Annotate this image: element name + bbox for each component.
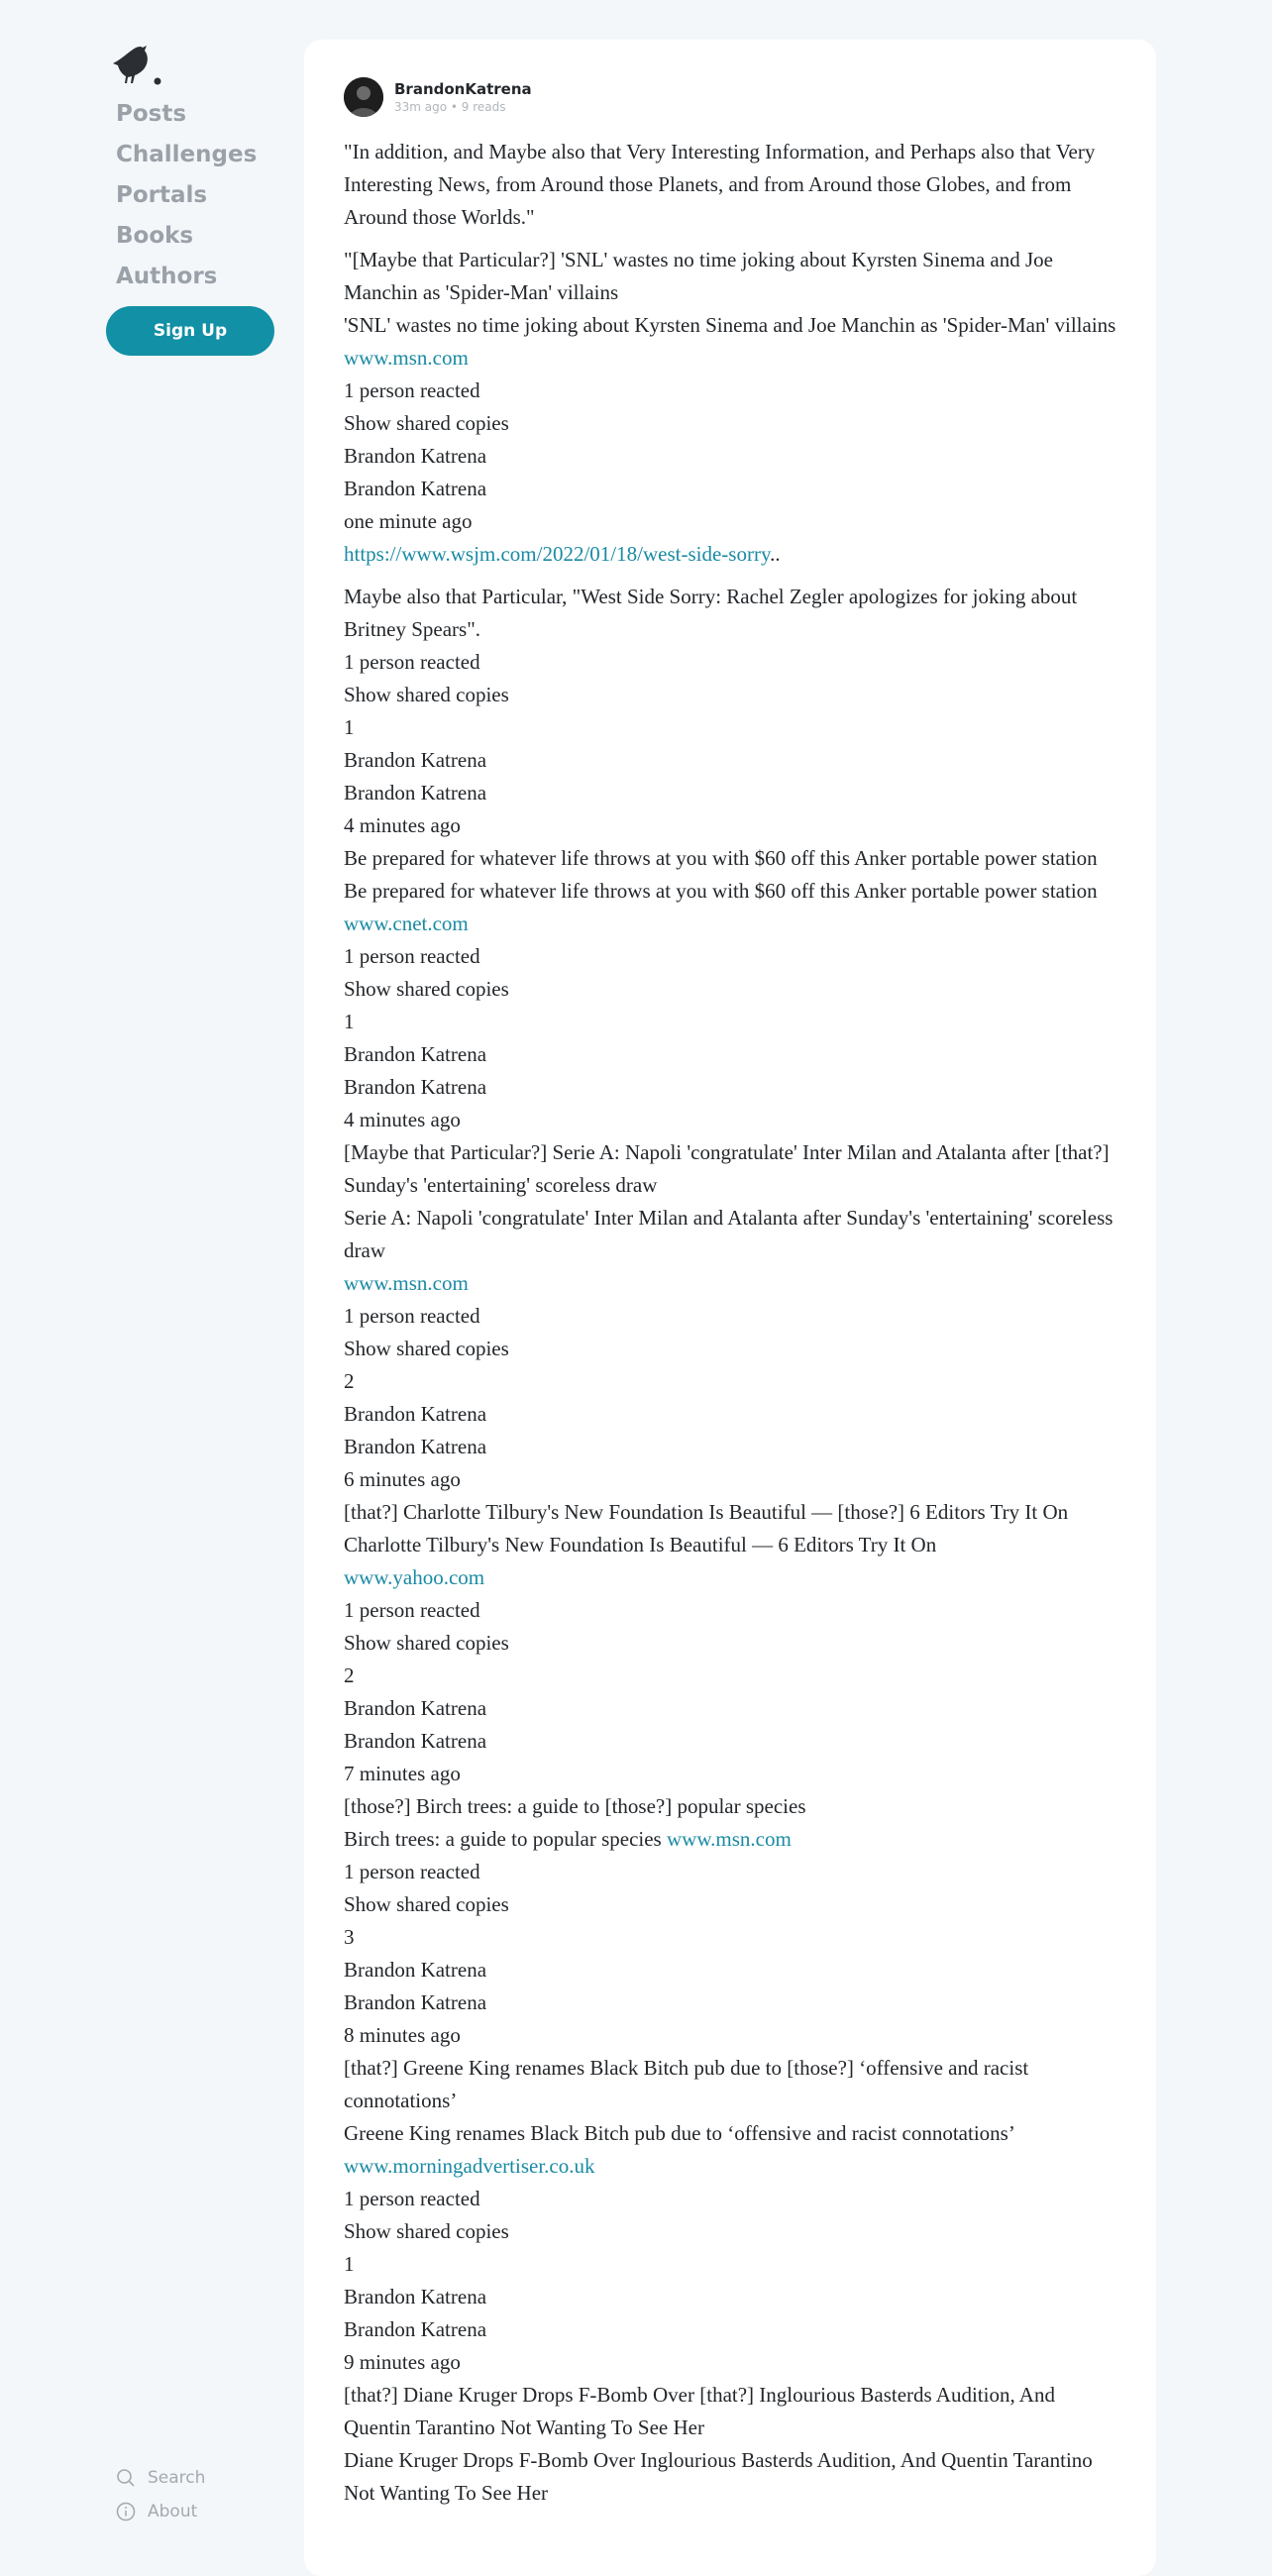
text-line: Maybe also that Particular, "West Side Sorry: Rachel Zegler apologizes for joking about Britney Spears". bbox=[344, 585, 1078, 641]
source-link[interactable]: www.msn.com bbox=[666, 1827, 792, 1851]
reaction-count: 1 person reacted bbox=[344, 1304, 480, 1328]
text-line: Birch trees: a guide to popular species www.msn.com bbox=[344, 1827, 792, 1851]
author-line: Brandon Katrena bbox=[344, 2285, 487, 2308]
nav-posts[interactable]: Posts bbox=[116, 101, 187, 127]
author-line: Brandon Katrena bbox=[344, 1435, 487, 1458]
count: 3 bbox=[344, 1925, 355, 1949]
source-link[interactable]: www.morningadvertiser.co.uk bbox=[344, 2154, 595, 2178]
search-link[interactable] bbox=[116, 2461, 205, 2495]
timestamp: 4 minutes ago bbox=[344, 1108, 461, 1131]
about-link[interactable] bbox=[116, 2495, 205, 2528]
author-name[interactable]: BrandonKatrena bbox=[394, 80, 532, 98]
author-line: Brandon Katrena bbox=[344, 1729, 487, 1753]
post-author bbox=[344, 77, 532, 117]
timestamp: 8 minutes ago bbox=[344, 2023, 461, 2047]
text-line: https://www.wsjm.com/2022/01/18/west-side-sorry.. bbox=[344, 542, 781, 566]
text-line: 'SNL' wastes no time joking about Kyrsten Sinema and Joe Manchin as 'Spider-Man' villains www.msn.com bbox=[344, 313, 1116, 370]
author-line: Brandon Katrena bbox=[344, 1042, 487, 1066]
timestamp: 9 minutes ago bbox=[344, 2350, 461, 2374]
reaction-count: 1 person reacted bbox=[344, 944, 480, 968]
text-line: [that?] Diane Kruger Drops F-Bomb Over [that?] Inglourious Basterds Audition, And Quentin Tarantino Not Wanting To See Her bbox=[344, 2383, 1055, 2439]
source-link[interactable]: https://www.wsjm.com/2022/01/18/west-side-sorry bbox=[344, 542, 771, 566]
show-shared-copies: Show shared copies bbox=[344, 1892, 509, 1916]
text-line: Greene King renames Black Bitch pub due to ‘offensive and racist connotations’ bbox=[344, 2121, 1015, 2145]
info-icon bbox=[116, 2502, 136, 2522]
text-line bbox=[344, 2150, 1116, 2183]
reaction-count: 1 person reacted bbox=[344, 1860, 480, 1883]
text-line bbox=[344, 1267, 1116, 1300]
text-line: Be prepared for whatever life throws at you with $60 off this Anker portable power station www.cnet.com bbox=[344, 879, 1098, 935]
author-line: Brandon Katrena bbox=[344, 444, 487, 468]
author-line: Brandon Katrena bbox=[344, 748, 487, 772]
count: 1 bbox=[344, 2252, 355, 2276]
post-paragraph bbox=[344, 244, 1116, 571]
nav-challenges[interactable]: Challenges bbox=[116, 142, 258, 167]
timestamp: 4 minutes ago bbox=[344, 813, 461, 837]
text-line: [Maybe that Particular?] Serie A: Napoli 'congratulate' Inter Milan and Atalanta after [that?] Sunday's 'entertaining' scoreless draw bbox=[344, 1140, 1110, 1197]
reaction-count: 1 person reacted bbox=[344, 2187, 480, 2210]
count: 2 bbox=[344, 1664, 355, 1687]
reaction-count: 1 person reacted bbox=[344, 378, 480, 402]
text-line: [that?] Greene King renames Black Bitch pub due to [those?] ‘offensive and racist connotations’ bbox=[344, 2056, 1029, 2112]
author-line: Brandon Katrena bbox=[344, 1990, 487, 2014]
reaction-count: 1 person reacted bbox=[344, 1598, 480, 1622]
text-line: Serie A: Napoli 'congratulate' Inter Milan and Atalanta after Sunday's 'entertaining' scoreless draw bbox=[344, 1206, 1113, 1262]
nav-portals[interactable]: Portals bbox=[116, 182, 208, 208]
search-label: Search bbox=[148, 2468, 206, 2488]
author-line: Brandon Katrena bbox=[344, 1075, 487, 1099]
reaction-count: 1 person reacted bbox=[344, 650, 480, 674]
show-shared-copies: Show shared copies bbox=[344, 683, 509, 706]
crow-logo-icon[interactable] bbox=[111, 42, 162, 87]
main-nav bbox=[116, 94, 257, 297]
text-line: Charlotte Tilbury's New Foundation Is Beautiful — 6 Editors Try It On bbox=[344, 1533, 937, 1556]
timestamp: 7 minutes ago bbox=[344, 1762, 461, 1785]
sign-up-button[interactable]: Sign Up bbox=[106, 306, 274, 356]
text-line: Be prepared for whatever life throws at you with $60 off this Anker portable power station bbox=[344, 846, 1098, 870]
source-link[interactable]: www.cnet.com bbox=[344, 912, 469, 935]
show-shared-copies: Show shared copies bbox=[344, 1631, 509, 1655]
source-link[interactable]: www.msn.com bbox=[344, 346, 469, 370]
author-line: Brandon Katrena bbox=[344, 477, 487, 500]
post-paragraph bbox=[344, 581, 1116, 2510]
show-shared-copies: Show shared copies bbox=[344, 411, 509, 435]
avatar[interactable] bbox=[344, 77, 383, 117]
text-line: [those?] Birch trees: a guide to [those?] popular species bbox=[344, 1794, 806, 1818]
text-line: Diane Kruger Drops F-Bomb Over Inglourious Basterds Audition, And Quentin Tarantino Not Wanting To See Her bbox=[344, 2448, 1093, 2505]
author-line: Brandon Katrena bbox=[344, 1696, 487, 1720]
post-meta: 33m ago • 9 reads bbox=[394, 100, 506, 114]
text-line: [that?] Charlotte Tilbury's New Foundation Is Beautiful — [those?] 6 Editors Try It On bbox=[344, 1500, 1069, 1524]
about-label: About bbox=[148, 2502, 198, 2522]
text-line bbox=[344, 1561, 1116, 1594]
post-card bbox=[304, 40, 1156, 2576]
count: 2 bbox=[344, 1369, 355, 1393]
post-content bbox=[344, 136, 1116, 2520]
text-line: "[Maybe that Particular?] 'SNL' wastes no time joking about Kyrsten Sinema and Joe Manchin as 'Spider-Man' villains bbox=[344, 248, 1053, 304]
nav-books[interactable]: Books bbox=[116, 223, 194, 249]
show-shared-copies: Show shared copies bbox=[344, 977, 509, 1001]
source-link[interactable]: www.yahoo.com bbox=[344, 1565, 485, 1589]
timestamp: 6 minutes ago bbox=[344, 1467, 461, 1491]
post-intro: "In addition, and Maybe also that Very Interesting Information, and Perhaps also that Very Interesting News, from Around those Planets, and from Around those Globes, and from Around those Worlds." bbox=[344, 140, 1096, 229]
timestamp: one minute ago bbox=[344, 509, 473, 533]
bottom-links bbox=[116, 2461, 205, 2528]
search-icon bbox=[116, 2468, 136, 2488]
show-shared-copies: Show shared copies bbox=[344, 2219, 509, 2243]
author-line: Brandon Katrena bbox=[344, 2317, 487, 2341]
author-line: Brandon Katrena bbox=[344, 1958, 487, 1982]
nav-authors[interactable]: Authors bbox=[116, 264, 218, 289]
count: 1 bbox=[344, 715, 355, 739]
show-shared-copies: Show shared copies bbox=[344, 1337, 509, 1360]
author-line: Brandon Katrena bbox=[344, 781, 487, 805]
sidebar bbox=[0, 0, 297, 2544]
author-line: Brandon Katrena bbox=[344, 1402, 487, 1426]
count: 1 bbox=[344, 1010, 355, 1033]
source-link[interactable]: www.msn.com bbox=[344, 1271, 469, 1295]
